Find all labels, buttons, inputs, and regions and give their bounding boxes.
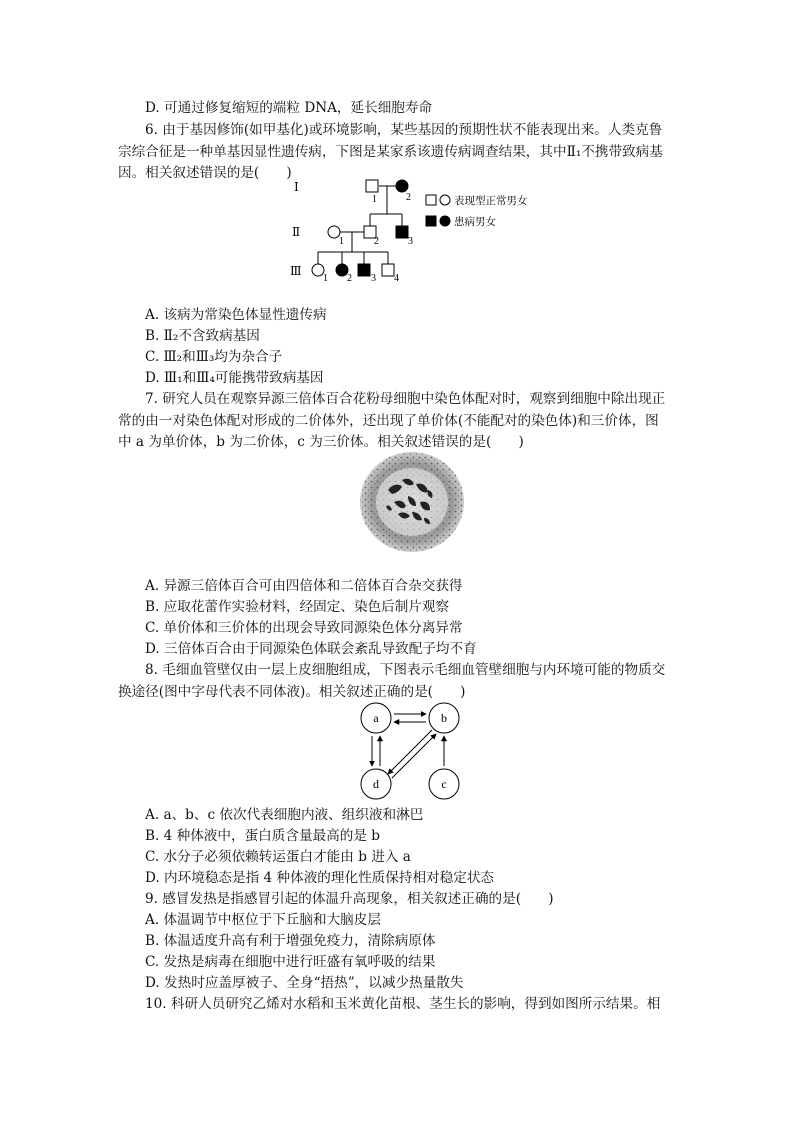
pedigree-I2-affected-female (396, 180, 408, 192)
pedigree-III3-affected-male (358, 264, 370, 276)
legend-normal-label: 表现型正常男女 (454, 196, 528, 207)
pedigree-III4-normal-male (382, 264, 394, 276)
pedigree-chart (280, 174, 540, 286)
pedigree-gen-II-label: Ⅱ (292, 225, 301, 239)
legend-affected-female-symbol (440, 216, 450, 226)
q9-option-c: C. 发热是病毒在细胞中进行旺盛有氧呼吸的结果 (145, 954, 436, 970)
pedigree-gen-I-label: Ⅰ (294, 180, 299, 194)
node-c-label: c (441, 777, 447, 791)
pedigree-III3-number: 3 (371, 273, 376, 284)
legend-normal-male-symbol (426, 195, 436, 205)
q7-stem-line-2: 常的由一对染色体配对形成的二价体外，还出现了单价体(不能配对的染色体)和三价体，图 (118, 413, 659, 429)
pedigree-I2-number: 2 (406, 192, 411, 203)
q6-option-c: C. Ⅲ₂和Ⅲ₃均为杂合子 (145, 349, 283, 365)
q9-option-d: D. 发热时应盖厚被子、全身“捂热”，以减少热量散失 (145, 975, 464, 991)
q7-stem-line-1: 7. 研究人员在观察异源三倍体百合花粉母细胞中染色体配对时，观察到细胞中除出现正 (145, 391, 666, 407)
q9-option-b: B. 体温适度升高有利于增强免疫力，清除病原体 (145, 933, 436, 949)
q8-option-a: A. a、b、c 依次代表细胞内液、组织液和淋巴 (145, 807, 424, 823)
q7-option-a: A. 异源三倍体百合可由四倍体和二倍体百合杂交获得 (145, 578, 463, 594)
legend-normal-female-symbol (440, 195, 450, 205)
legend-affected-male-symbol (426, 216, 436, 226)
pedigree-III1-number: 1 (323, 273, 328, 284)
pedigree-III4-number: 4 (394, 273, 399, 284)
q8-option-c: C. 水分子必须依赖转运蛋白才能由 b 进入 a (145, 849, 411, 865)
pedigree-II1-number: 1 (339, 236, 344, 247)
pedigree-I1-normal-male (366, 180, 378, 192)
pedigree-II3-number: 3 (408, 236, 413, 247)
pedigree-II2-number: 2 (374, 236, 379, 247)
q6-option-a: A. 该病为常染色体显性遗传病 (145, 307, 327, 323)
node-a-label: a (373, 711, 379, 725)
q6-stem-line-1: 6. 由于基因修饰(如甲基化)或环境影响，某些基因的预期性状不能表现出来。人类克鲁 (145, 122, 663, 138)
pedigree-I1-number: 1 (372, 194, 377, 205)
arrow-d-to-b (392, 734, 436, 778)
node-b-label: b (441, 711, 447, 725)
pedigree-II3-affected-male (396, 226, 408, 238)
q8-option-b: B. 4 种体液中，蛋白质含量最高的是 b (145, 828, 380, 844)
q7-option-b: B. 应取花蕾作实验材料，经固定、染色后制片观察 (145, 599, 450, 615)
pedigree-gen-III-label: Ⅲ (290, 264, 302, 278)
q8-stem-line-1: 8. 毛细血管壁仅由一层上皮细胞组成，下图表示毛细血管壁细胞与内环境可能的物质交 (145, 662, 666, 678)
body-fluid-exchange-diagram (356, 700, 464, 804)
q7-stem-line-3: 中 a 为单价体，b 为二价体，c 为三价体。相关叙述错误的是( ) (118, 434, 524, 450)
q6-option-b: B. Ⅱ₂不含致病基因 (145, 328, 260, 344)
q7-option-d: D. 三倍体百合由于同源染色体联会紊乱导致配子均不育 (145, 641, 477, 657)
q6-stem-line-3: 因。相关叙述错误的是( ) (118, 165, 292, 181)
q9-stem: 9. 感冒发热是指感冒引起的体温升高现象，相关叙述正确的是( ) (145, 891, 554, 907)
q6-stem-line-2: 宗综合征是一种单基因显性遗传病，下图是某家系该遗传病调查结果，其中Ⅱ₁不携带致病基 (118, 144, 663, 160)
node-d-label: d (373, 777, 379, 791)
q10-stem-line-1: 10. 科研人员研究乙烯对水稻和玉米黄化苗根、茎生长的影响，得到如图所示结果。相 (145, 996, 661, 1012)
q8-stem-line-2: 换途径(图中字母代表不同体液)。相关叙述正确的是( ) (118, 684, 466, 700)
pedigree-III2-number: 2 (347, 273, 352, 284)
legend-affected-label: 患病男女 (454, 217, 496, 228)
pollen-mother-cell-micrograph (358, 450, 466, 554)
q5-option-d: D. 可通过修复缩短的端粒 DNA，延长细胞寿命 (145, 100, 433, 116)
q9-option-a: A. 体温调节中枢位于下丘脑和大脑皮层 (145, 912, 381, 928)
q7-option-c: C. 单价体和三价体的出现会导致同源染色体分离异常 (145, 620, 463, 636)
arrow-b-to-d (388, 730, 432, 774)
q8-option-d: D. 内环境稳态是指 4 种体液的理化性质保持相对稳定状态 (145, 870, 495, 886)
q6-option-d: D. Ⅲ₁和Ⅲ₄可能携带致病基因 (145, 370, 324, 386)
